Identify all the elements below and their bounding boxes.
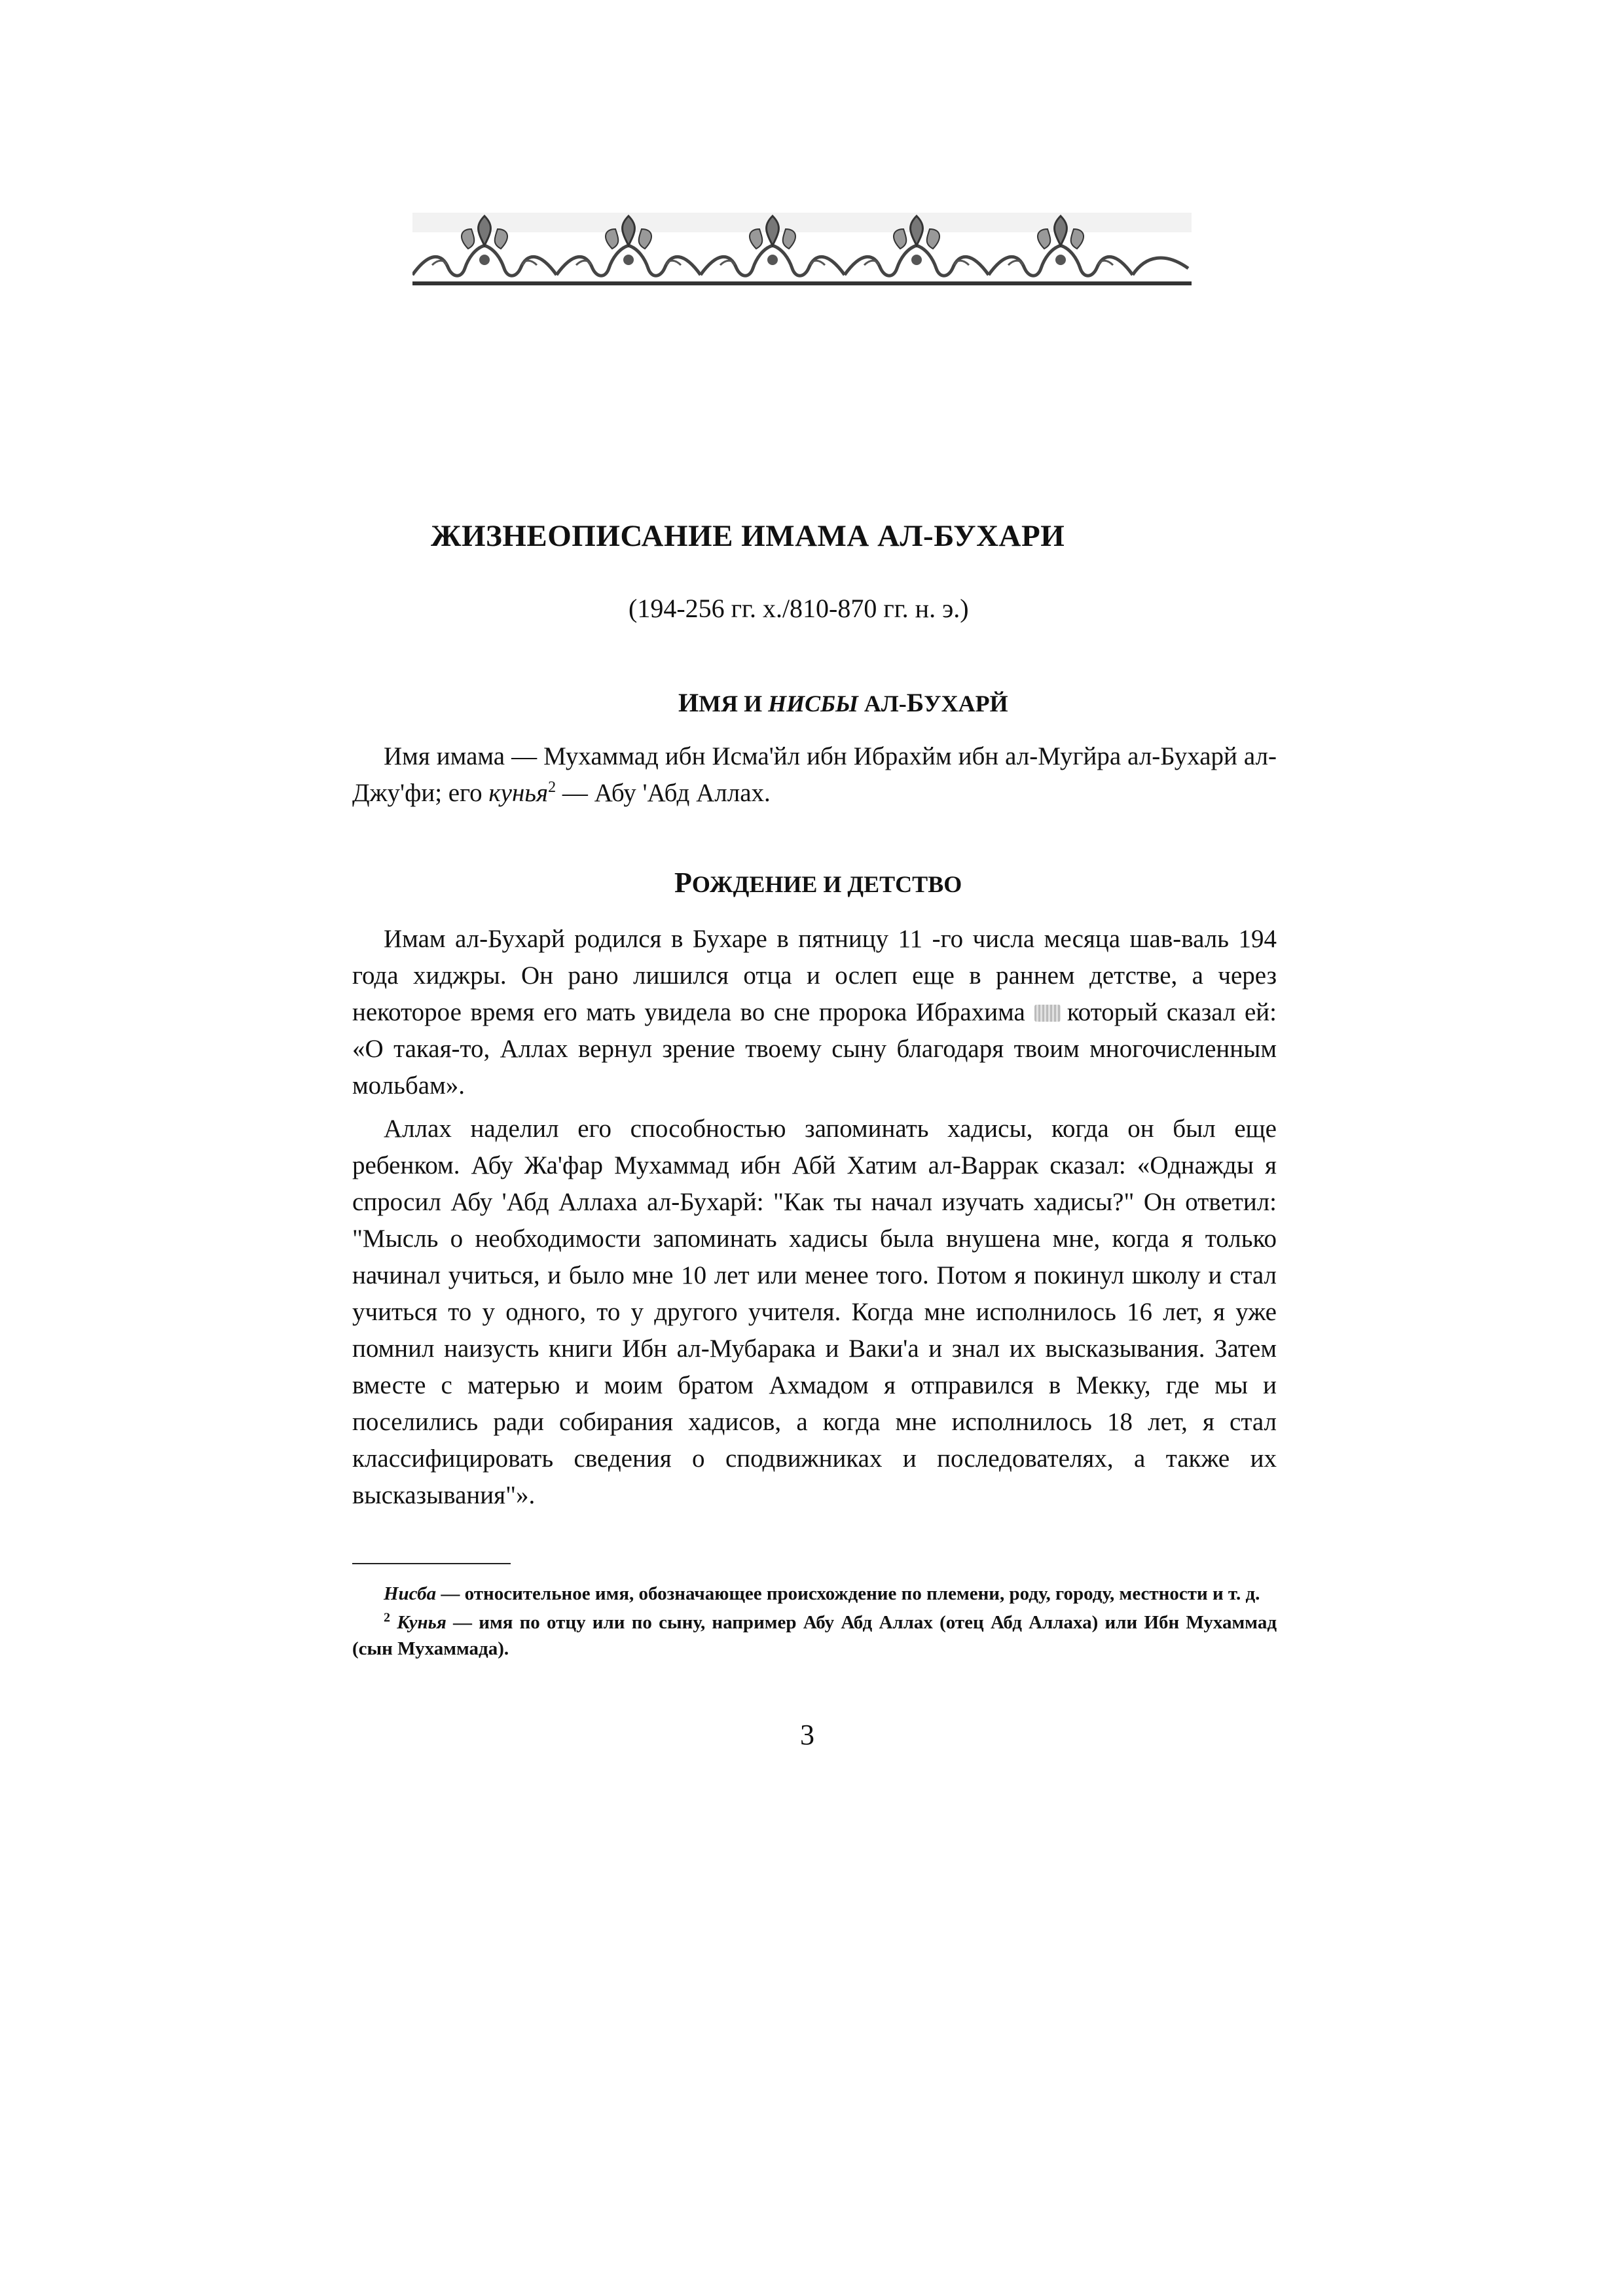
footnote-divider [352,1563,511,1564]
footnote-1: Нисба — относительное имя, обозначающее происхождение по племени, роду, городу, местности и т. д. [384,1583,1260,1604]
ornament-border-icon [412,206,1192,291]
paragraph: Аллах наделил его способностью запоминать хадисы, когда он был еще ребенком. Абу Жа'фар Мухаммад ибн Абй Хатим ал-Варрак сказал: «Однажды я спросил Абу 'Абд Аллаха ал-Бухарй: "Как ты начал изучать хадисы?" Он ответил: "Мысль о необходимости запоминать хадисы была внушена мне, когда я только начинал учиться, и было мне 10 лет или менее того. Потом я покинул школу и стал учиться то у одного, то у другого учителя. Когда мне исполнилось 16 лет, я уже помнил наизусть книги Ибн ал-Мубарака и Ваки'а и знал их высказывания. Затем вместе с матерью и моим братом Ахмадом я отправился в Мекку, где мы и поселились ради собирания хадисов, а когда мне исполнилось 18 лет, я стал классифицировать сведения о сподвижниках и последователях, а также их высказывания"». [352,1115,1277,1509]
paragraph: Имя имама — Мухаммад ибн Исма'йл ибн Ибрахйм ибн ал-Мугйра ал-Бухарй ал-Джу'фи; его кунья$^2$ — Абу 'Абд Аллах. [352,742,1277,807]
chapter-title: ЖИЗНЕОПИСАНИЕ ИМАМА АЛ-БУХАРИ [431,519,1065,553]
page-number: 3 [800,1719,814,1751]
section-birth-body [352,921,1277,1514]
footnote-ref: 2 [548,779,556,796]
section-heading-birth-childhood: РОЖДЕНИЕ И ДЕТСТВО [674,867,962,899]
chapter-dates: (194-256 гг. х./810-870 гг. н. э.) [629,594,969,623]
honorific-symbol-icon [1034,1005,1061,1022]
footnotes [352,1581,1277,1662]
footnote-2: $^2$ Кунья — имя по отцу или по сыну, например Абу Абд Аллах (отец Абд Аллаха) или Ибн Мухаммад (сын Мухаммада). [352,1610,1277,1659]
section-name-body [352,738,1277,812]
section-heading-name-nisba: ИМЯ И НИСБЫ АЛ-БУХАРЙ [678,688,1008,717]
paragraph: Имам ал-Бухарй родился в Бухаре в пятницу 11 -го числа месяца шав-валь 194 года хиджры. Он рано лишился отца и ослеп еще в раннем детстве, а через некоторое время его мать увидела во сне пророка Ибрахима который сказал ей: «О такая-то, Аллах вернул зрение твоему сыну благодаря твоим многочисленным мольбам». [352,925,1277,1100]
